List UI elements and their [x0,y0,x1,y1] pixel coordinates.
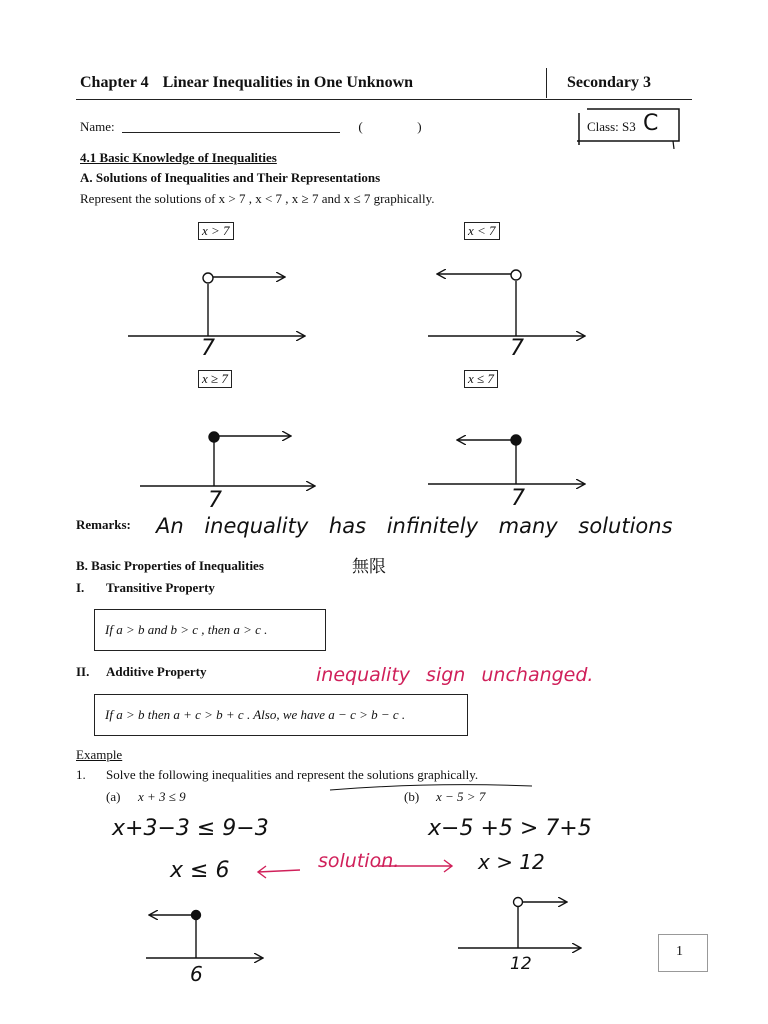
chapter-number: Chapter 4 [80,74,149,91]
property-ii-title: Additive Property [106,664,207,679]
solution-note: solution. [318,850,400,872]
example-heading: Example [76,747,123,762]
remarks-handwriting: An inequality has infinitely many solutions [156,514,673,538]
graph-example-a [146,911,262,959]
remarks-label: Remarks: [76,517,131,532]
part-a-solution: x ≤ 6 [170,858,230,883]
class-value: C [643,111,659,136]
tick-gt: 7 [201,336,215,361]
property-ii-number: II. [76,664,90,679]
subsection-b-heading: B. Basic Properties of Inequalities [76,558,264,573]
part-a-label: (a) [106,789,121,804]
level-label: Secondary 3 [567,74,651,91]
additive-rule-box [94,694,468,736]
graph-label-lt: x < 7 [464,222,500,240]
class-label: Class: S3 [587,119,636,134]
additive-note: inequality sign unchanged. [316,664,594,686]
graph-gt [128,273,304,336]
part-b-working: x−5 +5 > 7+5 [428,816,592,841]
chapter-title: Linear Inequalities in One Unknown [162,74,414,91]
graph-example-b [458,898,580,949]
part-a-working: x+3−3 ≤ 9−3 [112,816,269,841]
intro-text: Represent the solutions of x > 7 , x < 7 , x ≥ 7 and x ≤ 7 graphically. [80,191,435,206]
tick-le: 7 [511,486,525,511]
part-b-expression: x − 5 > 7 [436,789,486,804]
remarks-chinese: 無限 [352,557,386,577]
page-number-box [658,934,708,972]
paren-close: ) [417,119,422,134]
tick-ge: 7 [208,488,222,513]
page-number: 1 [676,944,683,959]
graph-le [428,435,584,484]
additive-rule: If a > b then a + c > b + c . Also, we have a − c > b − c . [105,707,406,722]
transitive-rule: If a > b and b > c , then a > c . [105,622,268,637]
part-b-tick: 12 [510,954,532,974]
example-prompt: Solve the following inequalities and represent the solutions graphically. [106,767,479,782]
part-b-label: (b) [404,789,420,804]
graph-ge [140,432,314,486]
tick-lt: 7 [510,336,524,361]
name-label: Name: [80,119,115,134]
paren-open: ( [358,119,363,134]
graph-label-gt: x > 7 [198,222,234,240]
property-i-number: I. [76,580,85,595]
transitive-rule-box [94,609,326,651]
graph-lt [428,270,584,336]
example-number: 1. [76,767,86,782]
subsection-a-heading: A. Solutions of Inequalities and Their Representations [80,170,381,185]
graph-label-ge: x ≥ 7 [198,370,232,388]
part-a-expression: x + 3 ≤ 9 [138,789,186,804]
part-a-tick: 6 [190,962,203,986]
section-heading: 4.1 Basic Knowledge of Inequalities [80,150,277,165]
graph-label-le: x ≤ 7 [464,370,498,388]
property-i-title: Transitive Property [106,580,215,595]
part-b-solution: x > 12 [478,850,545,874]
